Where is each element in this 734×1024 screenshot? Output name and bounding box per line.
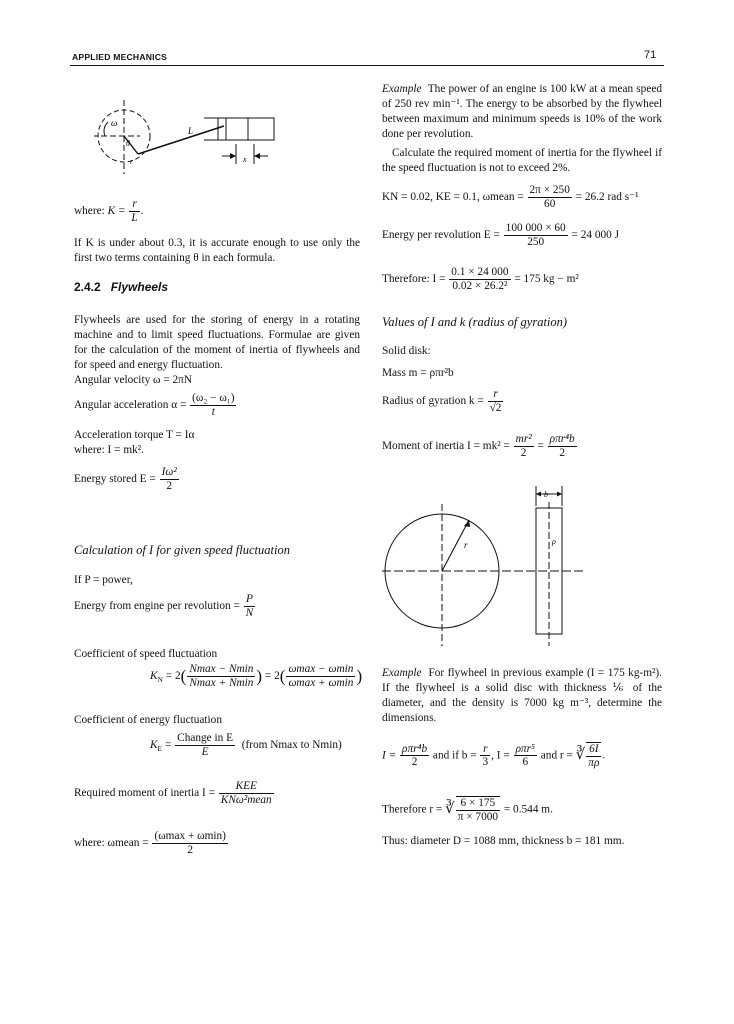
example2-thus: Thus: diameter D = 1088 mm, thickness b = 181 mm.	[382, 835, 625, 847]
example1-text: Example The power of an engine is 100 kW at a mean speed of 250 rev min⁻¹. The energy to be absorbed by the flywheel between maximum and minimum speeds is 10% of the work done per revolution.	[382, 83, 662, 140]
values-heading: Values of I and k (radius of gyration)	[382, 315, 568, 329]
example2-text: Example For flywheel in previous example (I = 175 kg-m²). If the flywheel is a solid disc with thickness ⅙ of the diameter, and the density is 7000 kg m⁻³, determine the dimensions.	[382, 667, 662, 724]
disk-thickness-label: b	[544, 490, 548, 499]
running-title: APPLIED MECHANICS	[72, 52, 168, 62]
example2-formula: I = $\frac{\text{ρπr⁴b}}{2}$ and if b = $\frac{r}{3}$ , I = $\frac{\text{ρπr⁵}}{6}$ and r = ∛ $\frac{6I}{\pi\rho}$ .	[382, 742, 606, 769]
example1-energy: Energy per revolution E = $\frac{100 000 \times 60}{250}$ = 24 000 J	[382, 222, 620, 248]
coef-speed-formula: $K_N = 2$( $\frac{Nmax - Nmin}{Nmax + Nmin}$ ) = 2( $\frac{\omega\max - \omega\min}{\omega\max + \omega\min}$ )	[150, 663, 363, 689]
where-k: where: K = $\frac{r}{L}$ .	[74, 198, 144, 224]
k-paragraph: If K is under about 0.3, it is accurate enough to use only the first two terms containing θ in each formula.	[74, 237, 360, 264]
energy-stored: Energy stored E = $\frac{\text{Iω²}}{2}$	[74, 466, 177, 492]
angular-acceleration: Angular acceleration α = $\frac{\text{(ω₂ − ω₁)}}{t}$	[74, 392, 235, 418]
omega-label: ω	[111, 118, 118, 128]
header-rule	[70, 65, 664, 66]
coef-energy-label: Coefficient of energy fluctuation	[74, 714, 222, 726]
example1-given: KN = 0.02, KE = 0.1, ωmean = $\frac{2\pi \times 250}{60}$ = 26.2 rad s⁻¹	[382, 184, 639, 210]
solid-disk-label: Solid disk:	[382, 345, 431, 357]
energy-per-rev: Energy from engine per revolution = $\frac{P}{N}$	[74, 593, 254, 619]
r-label: r	[130, 157, 134, 166]
mass-formula: Mass m = ρπr²b	[382, 367, 454, 379]
example1-therefore: Therefore: I = $\frac{0.1 \times 24 000}{\text{0.02 × 26.2²}}$ = 175 kg − m²	[382, 266, 579, 292]
section-heading: 2.4.2 Flywheels	[74, 280, 169, 294]
disk-density-label: ρ	[552, 537, 556, 546]
acceleration-torque: Acceleration torque T = Iα	[74, 429, 195, 441]
angular-velocity: Angular velocity ω = 2πN	[74, 374, 193, 386]
x-label: x	[243, 155, 247, 164]
length-label: L	[188, 126, 194, 136]
radius-gyration: Radius of gyration k = $\frac{r}{√2}$	[382, 388, 502, 414]
moment-inertia: Moment of inertia I = mk² = $\frac{\text{mr²}}{2}$ = $\frac{\text{ρπr⁴b}}{2}$	[382, 433, 575, 459]
coef-energy-formula: $K_E$ = $\frac{\text{Change in E}}{E}$ (from Nmax to Nmin)	[150, 732, 342, 758]
calc-heading: Calculation of I for given speed fluctuation	[74, 543, 290, 557]
flywheel-intro: Flywheels are used for the storing of energy in a rotating machine and to limit speed fluctuations. Formulae are given for the calculation of the moment of inertia of flywheels and for speed and energy fluctuation.	[74, 314, 360, 371]
page-number: 71	[644, 49, 657, 61]
where-i: where: I = mk².	[74, 444, 144, 456]
if-power: If P = power,	[74, 574, 133, 586]
crank-slider-figure	[94, 86, 314, 178]
required-moment: Required moment of inertia I = $\frac{\text{KEE}}{\text{KNω²mean}}$	[74, 780, 272, 806]
example2-therefore: Therefore r = ∛ $\frac{6 \times 175}{\pi \times 7000}$ = 0.544 m.	[382, 797, 553, 823]
where-omega-mean: where: ωmean = $\frac{(\omega\max + \omega\min)}{2}$	[74, 830, 226, 856]
theta-label: θ	[126, 139, 130, 148]
solid-disk-figure	[380, 478, 600, 650]
coef-speed-label: Coefficient of speed fluctuation	[74, 648, 218, 660]
example1-task: Calculate the required moment of inertia for the flywheel if the speed fluctuation is not to exceed 2%.	[382, 147, 662, 174]
disk-radius-label: r	[464, 540, 468, 550]
